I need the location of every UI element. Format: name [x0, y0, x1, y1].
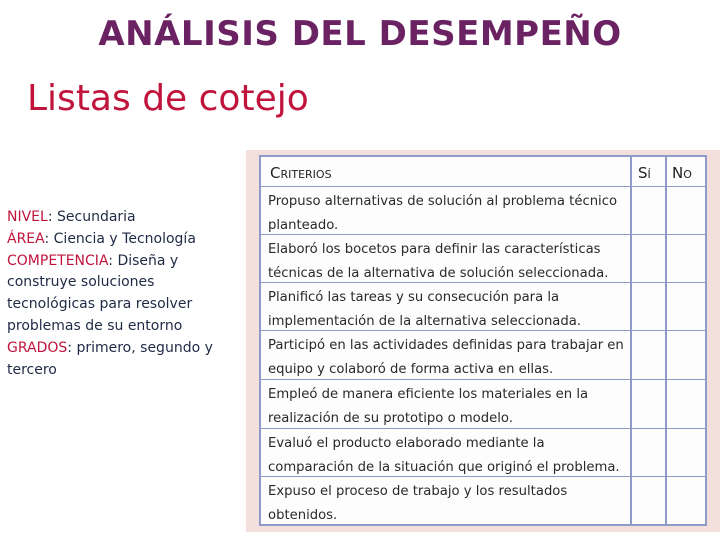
checklist-header	[261, 157, 705, 187]
si-column-divider	[630, 157, 632, 524]
criterion-text: Expuso el proceso de trabajo y los resultados obtenidos.	[268, 484, 568, 523]
criterion-text: Planificó las tareas y su consecución para la implementación de la alternativa seleccionada.	[268, 290, 582, 329]
grados-line: GRADOS: primero, segundo y tercero	[7, 339, 213, 378]
slide-subtitle: Listas de cotejo	[27, 78, 309, 119]
criterion-text: Elaboró los bocetos para definir las características técnicas de la alternativa de solución seleccionada.	[268, 242, 609, 281]
criterion-row	[261, 187, 705, 235]
criterion-row	[261, 429, 705, 477]
area-value: Ciencia y Tecnología	[53, 230, 196, 247]
competencia-label: COMPETENCIA	[7, 252, 109, 269]
no-column-divider	[665, 157, 667, 524]
area-line: ÁREA: Ciencia y Tecnología	[7, 230, 196, 247]
criterion-text: Propuso alternativas de solución al problema técnico planteado.	[268, 194, 618, 233]
grados-label: GRADOS	[7, 339, 68, 356]
no-header: No	[672, 164, 692, 182]
criterion-row	[261, 283, 705, 331]
checklist-table	[259, 155, 707, 526]
slide-title: ANÁLISIS DEL DESEMPEÑO	[98, 14, 622, 54]
nivel-line: NIVEL: Secundaria	[7, 209, 136, 225]
criterion-text: Empleó de manera eficiente los materiales en la realización de su prototipo o modelo.	[268, 387, 589, 426]
competencia-line: COMPETENCIA: Diseña y construye soluciones tecnológicas para resolver problemas de su entorno	[7, 252, 193, 334]
grados-value: primero, segundo y tercero	[7, 339, 213, 378]
competencia-value: Diseña y construye soluciones tecnológicas para resolver problemas de su entorno	[7, 252, 193, 334]
si-header: Sí	[638, 164, 651, 182]
checklist-image	[246, 150, 720, 532]
nivel-label: NIVEL	[7, 209, 48, 225]
nivel-value: Secundaria	[57, 209, 136, 225]
area-label: ÁREA	[7, 230, 45, 247]
criterion-text: Evaluó el producto elaborado mediante la comparación de la situación que originó el problema.	[268, 436, 620, 475]
course-info	[7, 207, 235, 381]
criterion-row	[261, 331, 705, 380]
criterion-text: Participó en las actividades definidas para trabajar en equipo y colaboró de forma activa en ellas.	[268, 338, 624, 377]
criterion-row	[261, 380, 705, 429]
criterion-row	[261, 477, 705, 526]
criterios-header: Criterios	[270, 164, 332, 182]
criterion-row	[261, 235, 705, 283]
